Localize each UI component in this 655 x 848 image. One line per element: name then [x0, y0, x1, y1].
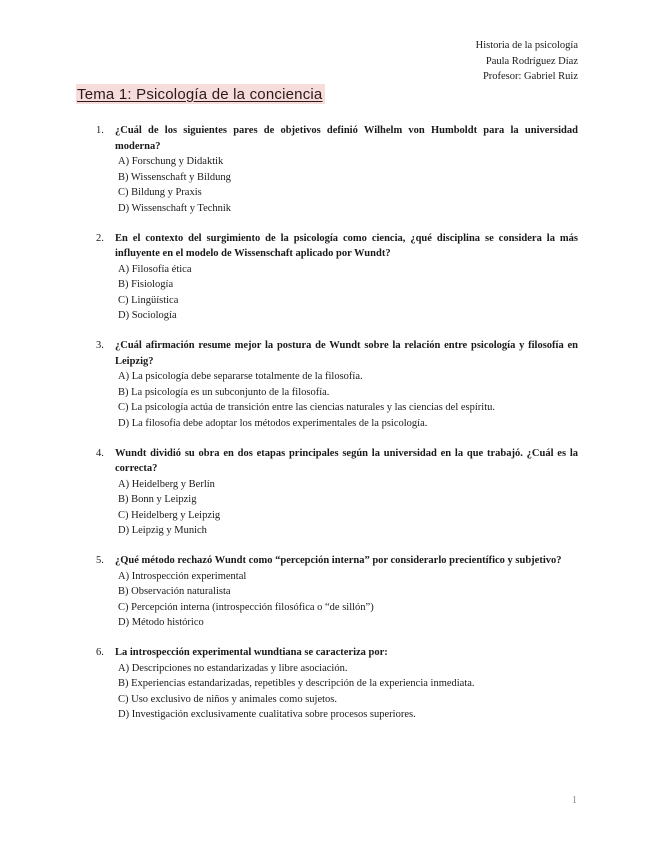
answer-options: [96, 569, 578, 631]
answer-option: B) Fisiología: [118, 279, 174, 291]
answer-option: C) La psicología actúa de transición entre las ciencias naturales y las ciencias del espíritu.: [118, 402, 495, 414]
page-number: 1: [572, 795, 577, 806]
answer-options: [96, 477, 578, 539]
answer-option: D) Método histórico: [118, 617, 204, 629]
answer-options: [96, 262, 578, 324]
answer-option: D) Leipzig y Munich: [118, 525, 207, 537]
answer-option: D) Sociología: [118, 310, 177, 322]
question-number: 2.: [96, 232, 104, 244]
answer-option: C) Lingüística: [118, 294, 179, 306]
question-header: [96, 553, 578, 569]
answer-option: D) La filosofía debe adoptar los métodos experimentales de la psicología.: [118, 417, 428, 429]
question-text: ¿Qué método rechazó Wundt como “percepción interna” por considerarlo precientífico y subjetivo?: [115, 555, 562, 567]
answer-options: [96, 369, 578, 431]
answer-option: C) Heidelberg y Leipzig: [118, 509, 221, 521]
answer-option: B) Bonn y Leipzig: [118, 494, 197, 506]
question-text: La introspección experimental wundtiana se caracteriza por:: [115, 647, 388, 659]
question-header: [96, 123, 578, 154]
answer-option: A) La psicología debe separarse totalmente de la filosofía.: [118, 371, 363, 383]
question-number: 4.: [96, 447, 104, 459]
topic-title: Tema 1: Psicología de la conciencia: [76, 84, 325, 104]
question-number: 1.: [96, 125, 104, 136]
question-item: [96, 338, 578, 431]
question-text: En el contexto del surgimiento de la psicología como ciencia, ¿qué disciplina se considera la más influyente en el modelo de Wissenschaft aplicado por Wundt?: [115, 232, 578, 260]
author-name: Paula Rodríguez Díaz: [485, 55, 578, 67]
answer-option: B) La psicología es un subconjunto de la filosofía.: [118, 386, 330, 398]
answer-option: A) Heidelberg y Berlín: [118, 478, 215, 490]
question-list: [96, 123, 578, 738]
question-text: Wundt dividió su obra en dos etapas principales según la universidad en la que trabajó. ¿Cuál es la correcta?: [115, 447, 578, 475]
question-header: [96, 231, 578, 262]
answer-option: A) Introspección experimental: [118, 570, 247, 582]
answer-options: [96, 661, 578, 723]
question-number: 3.: [96, 340, 104, 352]
document-header: [476, 38, 578, 85]
answer-options: [96, 154, 578, 216]
question-item: [96, 123, 578, 216]
question-header: [96, 645, 578, 661]
answer-option: C) Bildung y Praxis: [118, 187, 202, 198]
question-header: [96, 338, 578, 369]
answer-option: B) Observación naturalista: [118, 586, 231, 598]
answer-option: A) Forschung y Didaktik: [118, 156, 224, 167]
course-name: Historia de la psicología: [475, 40, 578, 51]
question-text: ¿Cuál afirmación resume mejor la postura de Wundt sobre la relación entre psicología y filosofía en Leipzig?: [115, 340, 578, 367]
answer-option: C) Uso exclusivo de niños y animales como sujetos.: [118, 693, 338, 705]
question-header: [96, 446, 578, 477]
question-item: [96, 645, 578, 723]
answer-option: C) Percepción interna (introspección filosófica o “de sillón”): [118, 601, 374, 613]
question-item: [96, 231, 578, 324]
question-item: [96, 553, 578, 631]
answer-option: D) Investigación exclusivamente cualitativa sobre procesos superiores.: [118, 709, 416, 721]
answer-option: A) Descripciones no estandarizadas y libre asociación.: [118, 662, 348, 674]
question-number: 6.: [96, 647, 104, 659]
question-item: [96, 446, 578, 539]
answer-option: D) Wissenschaft y Technik: [118, 202, 232, 214]
question-number: 5.: [96, 555, 104, 567]
professor-name: Profesor: Gabriel Ruiz: [482, 71, 578, 82]
answer-option: B) Experiencias estandarizadas, repetibles y descripción de la experiencia inmediata.: [118, 678, 475, 690]
question-text: ¿Cuál de los siguientes pares de objetivos definió Wilhelm von Humboldt para la universidad moderna?: [115, 125, 578, 152]
answer-option: A) Filosofía ética: [118, 263, 192, 275]
answer-option: B) Wissenschaft y Bildung: [118, 171, 231, 183]
